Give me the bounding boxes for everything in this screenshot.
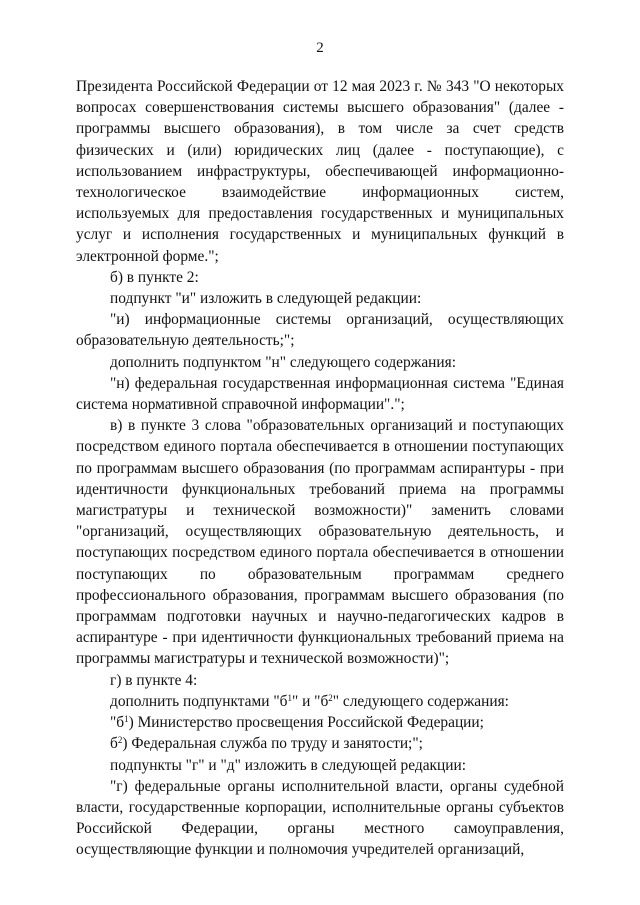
paragraph-subitem-b1 [76,712,564,733]
paragraph-subitem-i-text: "и) информационные системы организаций, осуществляющих образовательную деятельность;"; [76,311,564,350]
text-fragment: "б [110,714,125,732]
text-fragment: " следующего содержания: [332,692,509,710]
document-body [76,76,564,861]
superscript: 1 [124,714,129,725]
paragraph-subitem-n-text: "н) федеральная государственная информационная система "Единая система нормативной справочной информации"."; [76,374,564,414]
text-fragment: б [110,735,118,753]
superscript: 2 [328,692,333,703]
paragraph-subitem-n-intro: дополнить подпунктом "н" следующего содержания: [110,353,456,371]
text-fragment: ) Федеральная служба по труду и занятости;"; [122,735,423,753]
page-number: 2 [316,40,324,56]
paragraph-subitem-b2 [76,733,564,754]
paragraph-preamble-continuation: Президента Российской Федерации от 12 мая 2023 г. № 343 "О некоторых вопросах совершенствования системы высшего образования" (далее - программы высшего образования), в том числе за счет средств физических и (или) юридических лиц (далее - поступающие), с использованием инфраструктуры, обеспечивающей информационно-технологическое взаимодействие информационных систем, используемых для предоставления государственных и муниципальных услуг и исполнения государственных и муниципальных функций в электронной форме."; [76,78,564,265]
superscript: 1 [287,692,292,703]
paragraph-subitems-g-d-intro: подпункты "г" и "д" изложить в следующей редакции: [110,756,466,774]
paragraph-subitem-i-intro: подпункт "и" изложить в следующей редакции: [110,290,422,308]
paragraph-subitems-b1-b2-intro [76,691,564,712]
paragraph-item-b: б) в пункте 2: [110,268,199,286]
paragraph-item-v: в) в пункте 3 слова "образовательных организаций и поступающих посредством единого портала обеспечивается в отношении поступающих по программам высшего образования (по программам аспирантуры - при идентичности функциональных требований приема на программы магистратуры и технической возможности)" заменить словами "организаций, осуществляющих образовательную деятельность, и поступающих посредством единого портала обеспечивается в отношении поступающих по образовательным программам среднего профессионального образования, программам высшего образования (по программам подготовки научных и научно-педагогических кадров в аспирантуре - при идентичности функциональных требований приема на программы магистратуры и технической возможности)"; [76,417,564,668]
paragraph-subitem-g-text: "г) федеральные органы исполнительной власти, органы судебной власти, государственные корпорации, исполнительные органы субъектов Российской Федерации, органы местного самоуправления, осуществляющие функции и полномочия учредителей организаций, [76,777,564,859]
text-fragment: дополнить подпунктами "б [110,692,288,710]
superscript: 2 [117,735,123,746]
text-fragment: " и "б [291,692,329,710]
text-fragment: ) Министерство просвещения Российской Федерации; [128,714,484,732]
paragraph-item-g: г) в пункте 4: [110,671,198,689]
